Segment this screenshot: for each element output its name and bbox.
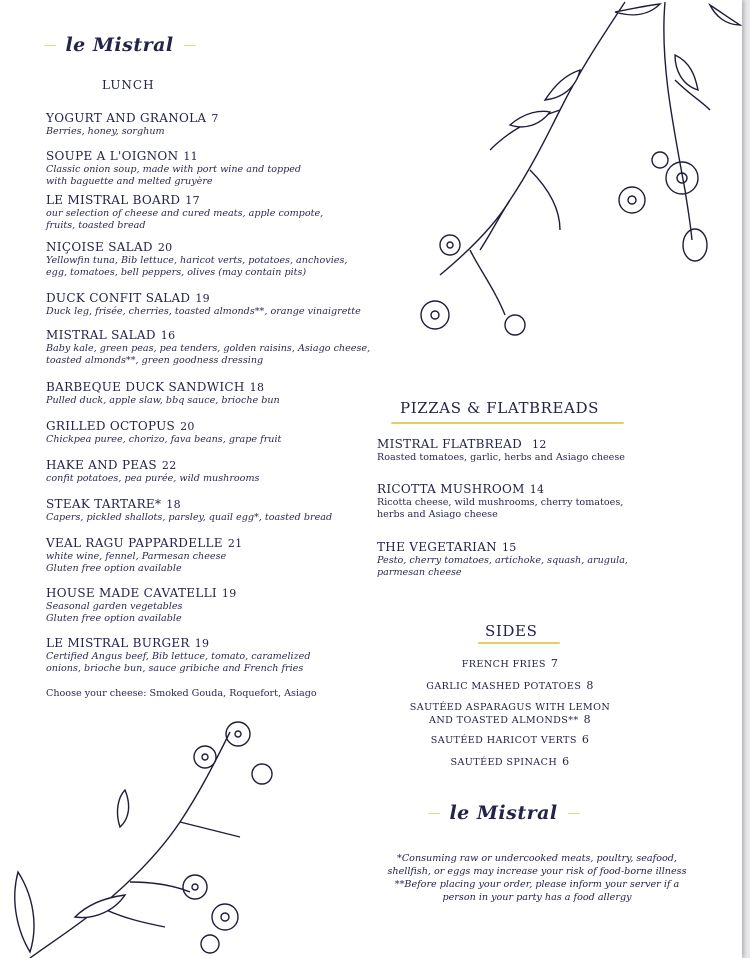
allergy-notes xyxy=(372,852,702,904)
item-name: THE VEGETARIAN xyxy=(377,540,497,554)
item-name: SAUTÉED ASPARAGUS WITH LEMON xyxy=(409,702,611,713)
item-description: Pesto, cherry tomatoes, artichoke, squash, arugula, xyxy=(377,555,628,566)
item-name: MISTRAL FLATBREAD xyxy=(377,437,523,451)
item-price: 15 xyxy=(501,541,517,554)
pizza-item xyxy=(377,437,647,464)
item-description: Roasted tomatoes, garlic, herbs and Asiago cheese xyxy=(377,452,625,463)
menu-item xyxy=(46,586,366,625)
item-description: Gluten free option available xyxy=(46,563,182,574)
menu-item xyxy=(46,536,366,575)
note-line: **Before placing your order, please inform your server if a xyxy=(394,879,680,890)
menu-item xyxy=(46,291,386,318)
item-description: Capers, pickled shallots, parsley, quail egg*, toasted bread xyxy=(46,512,333,523)
header-logo xyxy=(44,34,195,56)
item-description: fruits, toasted bread xyxy=(46,220,146,231)
item-description: Seasonal garden vegetables xyxy=(46,601,183,612)
menu-item xyxy=(46,458,366,485)
menu-item xyxy=(46,193,366,232)
menu-item xyxy=(46,380,366,407)
item-name: GARLIC MASHED POTATOES xyxy=(426,681,582,692)
item-description: Yellowfin tuna, Bib lettuce, haricot verts, potatoes, anchovies, xyxy=(46,255,348,266)
logo-text: le Mistral xyxy=(449,802,558,824)
item-name: DUCK CONFIT SALAD xyxy=(46,291,191,305)
item-price: 6 xyxy=(562,755,570,768)
item-price: 22 xyxy=(161,459,177,472)
menu-item xyxy=(46,636,366,675)
cheese-note: Choose your cheese: Smoked Gouda, Roquefort, Asiago xyxy=(46,688,317,699)
item-description: Chickpea puree, chorizo, fava beans, grape fruit xyxy=(46,434,282,445)
item-name: HOUSE MADE CAVATELLI xyxy=(46,586,217,600)
item-name: STEAK TARTARE* xyxy=(46,497,162,511)
flower-branch-bottom-icon xyxy=(0,712,290,958)
item-price: 12 xyxy=(532,438,547,451)
side-item xyxy=(380,680,640,693)
item-description: Gluten free option available xyxy=(46,613,182,624)
item-name: LE MISTRAL BURGER xyxy=(46,636,190,650)
side-item xyxy=(380,702,640,727)
pizza-item xyxy=(377,540,647,579)
item-description: our selection of cheese and cured meats, apple compote, xyxy=(46,208,324,219)
item-description: confit potatoes, pea purée, wild mushrooms xyxy=(46,473,260,484)
menu-item xyxy=(46,111,366,138)
item-description: Pulled duck, apple slaw, bbq sauce, brioche bun xyxy=(46,395,280,406)
item-name: SOUPE A L'OIGNON xyxy=(46,149,179,163)
item-name-line2: AND TOASTED ALMONDS** xyxy=(428,715,579,726)
side-item xyxy=(380,756,640,769)
lunch-heading: LUNCH xyxy=(102,78,155,92)
item-name: GRILLED OCTOPUS xyxy=(46,419,176,433)
item-description: herbs and Asiago cheese xyxy=(377,509,498,520)
item-description: onions, brioche bun, sauce gribiche and French fries xyxy=(46,663,304,674)
item-name: VEAL RAGU PAPPARDELLE xyxy=(46,536,223,550)
item-description: Duck leg, frisée, cherries, toasted almonds**, orange vinaigrette xyxy=(46,306,361,317)
menu-item xyxy=(46,497,366,524)
item-name: SAUTÉED HARICOT VERTS xyxy=(430,735,577,746)
side-item xyxy=(380,658,640,671)
item-price: 7 xyxy=(211,112,219,125)
item-price: 18 xyxy=(166,498,181,511)
squiggle-right-icon: ~~~ xyxy=(183,40,196,50)
item-description: Berries, honey, sorghum xyxy=(46,126,165,137)
item-price: 14 xyxy=(529,483,545,496)
item-name: LE MISTRAL BOARD xyxy=(46,193,181,207)
item-price: 21 xyxy=(227,537,243,550)
item-price: 20 xyxy=(180,420,195,433)
item-description: white wine, fennel, Parmesan cheese xyxy=(46,551,227,562)
flower-branch-top-icon xyxy=(410,0,742,360)
item-price: 19 xyxy=(195,292,210,305)
item-price: 20 xyxy=(157,241,173,254)
item-name: BARBEQUE DUCK SANDWICH xyxy=(46,380,245,394)
item-description: Certified Angus beef, Bib lettuce, tomato, caramelized xyxy=(46,651,311,662)
item-description: parmesan cheese xyxy=(377,567,462,578)
item-description: with baguette and melted gruyère xyxy=(46,176,213,187)
item-price: 18 xyxy=(249,381,265,394)
menu-item xyxy=(46,149,366,188)
note-line: person in your party has a food allergy xyxy=(442,892,632,903)
item-description: toasted almonds**, green goodness dressing xyxy=(46,355,264,366)
footer-logo xyxy=(428,802,579,824)
note-line: shellfish, or eggs may increase your risk of food-borne illness xyxy=(387,866,687,877)
pizzas-underline xyxy=(391,422,624,424)
item-description: Ricotta cheese, wild mushrooms, cherry tomatoes, xyxy=(377,497,624,508)
item-name: RICOTTA MUSHROOM xyxy=(377,482,525,496)
item-name: FRENCH FRIES xyxy=(461,659,546,670)
sides-heading: SIDES xyxy=(485,622,538,640)
logo-text: le Mistral xyxy=(65,34,174,56)
item-price: 6 xyxy=(581,733,590,746)
menu-item xyxy=(46,240,366,279)
item-name: NIÇOISE SALAD xyxy=(46,240,153,254)
item-price: 19 xyxy=(194,637,210,650)
item-description: Baby kale, green peas, pea tenders, golden raisins, Asiago cheese, xyxy=(46,343,371,354)
note-line: *Consuming raw or undercooked meats, poultry, seafood, xyxy=(397,853,677,864)
side-item xyxy=(380,734,640,747)
item-price: 16 xyxy=(160,329,176,342)
item-price: 19 xyxy=(221,587,237,600)
item-price: 7 xyxy=(550,657,559,670)
item-price: 8 xyxy=(586,679,594,692)
menu-item xyxy=(46,328,386,367)
squiggle-right-icon: ~~~ xyxy=(567,808,580,818)
pizzas-heading: PIZZAS & FLATBREADS xyxy=(400,399,600,417)
item-name: SAUTÉED SPINACH xyxy=(450,757,558,768)
item-description: egg, tomatoes, bell peppers, olives (may contain pits) xyxy=(46,267,307,278)
item-price: 17 xyxy=(185,194,200,207)
item-name: MISTRAL SALAD xyxy=(46,328,156,342)
squiggle-left-icon: ~~~ xyxy=(428,808,440,818)
squiggle-left-icon: ~~~ xyxy=(44,40,56,50)
item-name: HAKE AND PEAS xyxy=(46,458,157,472)
item-price: 11 xyxy=(183,150,198,163)
item-description: Classic onion soup, made with port wine and topped xyxy=(46,164,302,175)
item-name: YOGURT AND GRANOLA xyxy=(46,111,207,125)
pizza-item xyxy=(377,482,647,521)
item-price: 8 xyxy=(583,713,592,726)
sides-underline xyxy=(478,642,560,644)
menu-item xyxy=(46,419,366,446)
